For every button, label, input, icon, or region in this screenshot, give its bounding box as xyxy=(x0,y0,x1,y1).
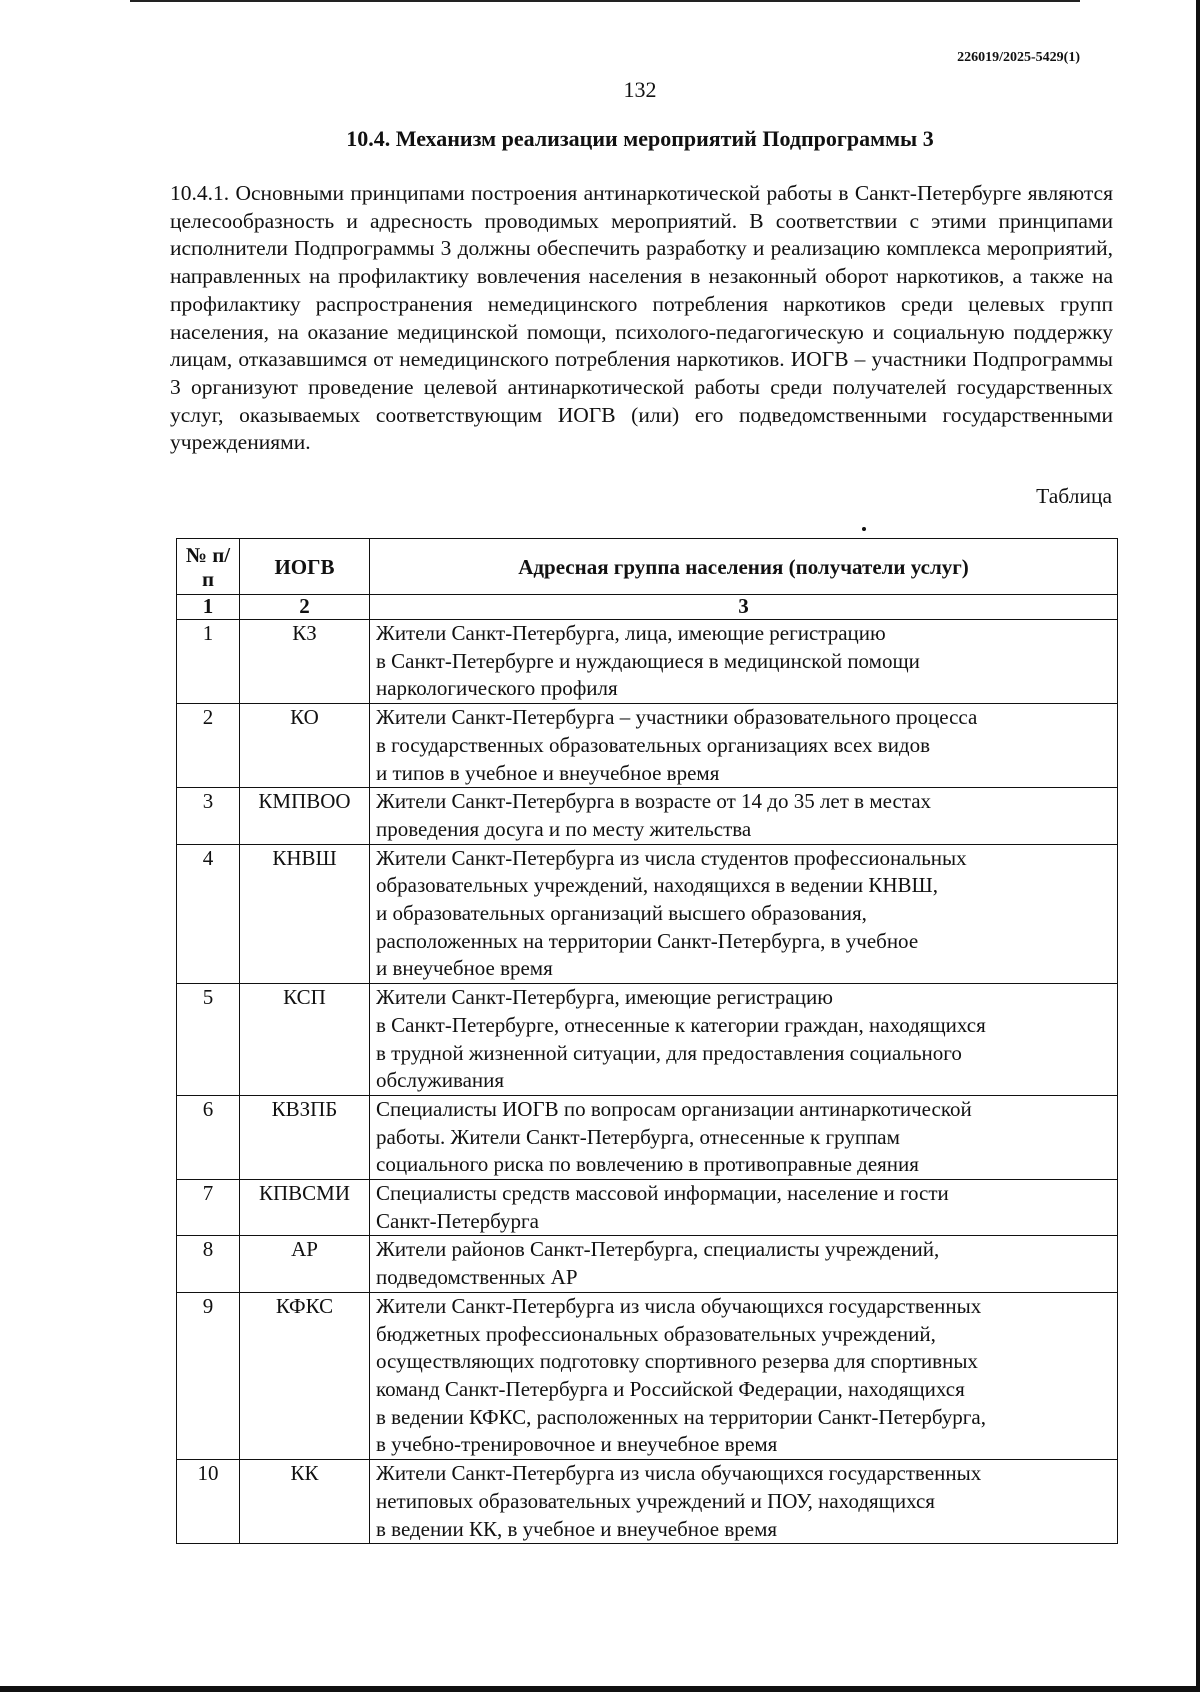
row-number: 10 xyxy=(177,1460,240,1544)
row-number: 4 xyxy=(177,844,240,984)
row-iogv: КМПВОО xyxy=(240,788,370,844)
table-body xyxy=(177,620,1118,1544)
row-target-group: Жители Санкт-Петербурга, имеющие регистрацию в Санкт-Петербурге, отнесенные к категории граждан, находящихся в трудной жизненной ситуации, для предоставления социального обслуживания xyxy=(370,984,1118,1096)
row-number: 2 xyxy=(177,704,240,788)
row-number: 6 xyxy=(177,1095,240,1179)
row-number: 3 xyxy=(177,788,240,844)
scan-dot xyxy=(862,527,866,531)
scan-bottom-edge xyxy=(0,1686,1200,1692)
table-row xyxy=(177,984,1118,1096)
row-number: 1 xyxy=(177,620,240,704)
row-target-group: Жители Санкт-Петербурга – участники образовательного процесса в государственных образовательных организациях всех видов и типов в учебное и внеучебное время xyxy=(370,704,1118,788)
row-target-group: Жители Санкт-Петербурга из числа обучающихся государственных нетиповых образовательных учреждений и ПОУ, находящихся в ведении КК, в учебное и внеучебное время xyxy=(370,1460,1118,1544)
body-paragraph: 10.4.1. Основными принципами построения антинаркотической работы в Санкт-Петербурге являются целесообразность и адресность проводимых мероприятий. В соответствии с этими принципами исполнители Подпрограммы 3 должны обеспечить разработку и реализацию комплекса мероприятий, направленных на профилактику вовлечения населения в незаконный оборот наркотиков, а также на профилактику распространения немедицинского потребления наркотиков среди целевых групп населения, на оказание медицинской помощи, психолого-педагогическую и социальную поддержку лицам, отказавшимся от немедицинского потребления наркотиков. ИОГВ – участники Подпрограммы 3 организуют проведение целевой антинаркотической работы среди получателей государственных услуг, оказываемых соответствующим ИОГВ (или) его подведомственными государственными учреждениями. xyxy=(170,181,1113,455)
row-number: 8 xyxy=(177,1236,240,1292)
row-target-group: Жители Санкт-Петербурга из числа обучающихся государственных бюджетных профессиональных образовательных учреждений, осуществляющих подготовку спортивного резерва для спортивных команд Санкт-Петербурга и Российской Федерации, находящихся в ведении КФКС, расположенных на территории Санкт-Петербурга, в учебно-тренировочное и внеучебное время xyxy=(370,1292,1118,1459)
row-target-group: Жители районов Санкт-Петербурга, специалисты учреждений, подведомственных АР xyxy=(370,1236,1118,1292)
row-iogv: КВЗПБ xyxy=(240,1095,370,1179)
column-number: 2 xyxy=(240,595,370,620)
table-row xyxy=(177,844,1118,984)
row-target-group: Специалисты ИОГВ по вопросам организации антинаркотической работы. Жители Санкт-Петербурга, отнесенные к группам социального риска по вовлечению в противоправные деяния xyxy=(370,1095,1118,1179)
table-row xyxy=(177,788,1118,844)
header-iogv: ИОГВ xyxy=(240,539,370,595)
row-iogv: АР xyxy=(240,1236,370,1292)
row-iogv: КНВШ xyxy=(240,844,370,984)
row-number: 7 xyxy=(177,1180,240,1236)
document-id: 226019/2025-5429(1) xyxy=(957,50,1080,65)
table-row xyxy=(177,1180,1118,1236)
row-target-group: Жители Санкт-Петербурга в возрасте от 14 до 35 лет в местах проведения досуга и по месту жительства xyxy=(370,788,1118,844)
row-iogv: КСП xyxy=(240,984,370,1096)
column-numbers-row xyxy=(177,595,1118,620)
row-iogv: КО xyxy=(240,704,370,788)
section-title: 10.4. Механизм реализации мероприятий Подпрограммы 3 xyxy=(346,126,934,151)
table-label: Таблица xyxy=(1036,484,1112,508)
row-target-group: Жители Санкт-Петербурга, лица, имеющие регистрацию в Санкт-Петербурге и нуждающиеся в медицинской помощи наркологического профиля xyxy=(370,620,1118,704)
row-iogv: КФКС xyxy=(240,1292,370,1459)
scan-top-rule xyxy=(130,0,1080,2)
row-target-group: Специалисты средств массовой информации, население и гости Санкт-Петербурга xyxy=(370,1180,1118,1236)
row-number: 5 xyxy=(177,984,240,1096)
table-row xyxy=(177,704,1118,788)
column-number: 1 xyxy=(177,595,240,620)
row-iogv: КЗ xyxy=(240,620,370,704)
recipients-table xyxy=(176,538,1118,1544)
header-target-group: Адресная группа населения (получатели услуг) xyxy=(370,539,1118,595)
table-row xyxy=(177,1095,1118,1179)
table-header-row xyxy=(177,539,1118,595)
row-iogv: КПВСМИ xyxy=(240,1180,370,1236)
header-number: № п/п xyxy=(177,539,240,595)
column-number: 3 xyxy=(370,595,1118,620)
row-number: 9 xyxy=(177,1292,240,1459)
row-iogv: КК xyxy=(240,1460,370,1544)
table-row xyxy=(177,1292,1118,1459)
table-row xyxy=(177,1460,1118,1544)
scan-right-edge xyxy=(1196,0,1200,1692)
table-row xyxy=(177,1236,1118,1292)
table-row xyxy=(177,620,1118,704)
row-target-group: Жители Санкт-Петербурга из числа студентов профессиональных образовательных учреждений, находящихся в ведении КНВШ, и образовательных организаций высшего образования, расположенных на территории Санкт-Петербурга, в учебное и внеучебное время xyxy=(370,844,1118,984)
page-number: 132 xyxy=(623,77,657,102)
